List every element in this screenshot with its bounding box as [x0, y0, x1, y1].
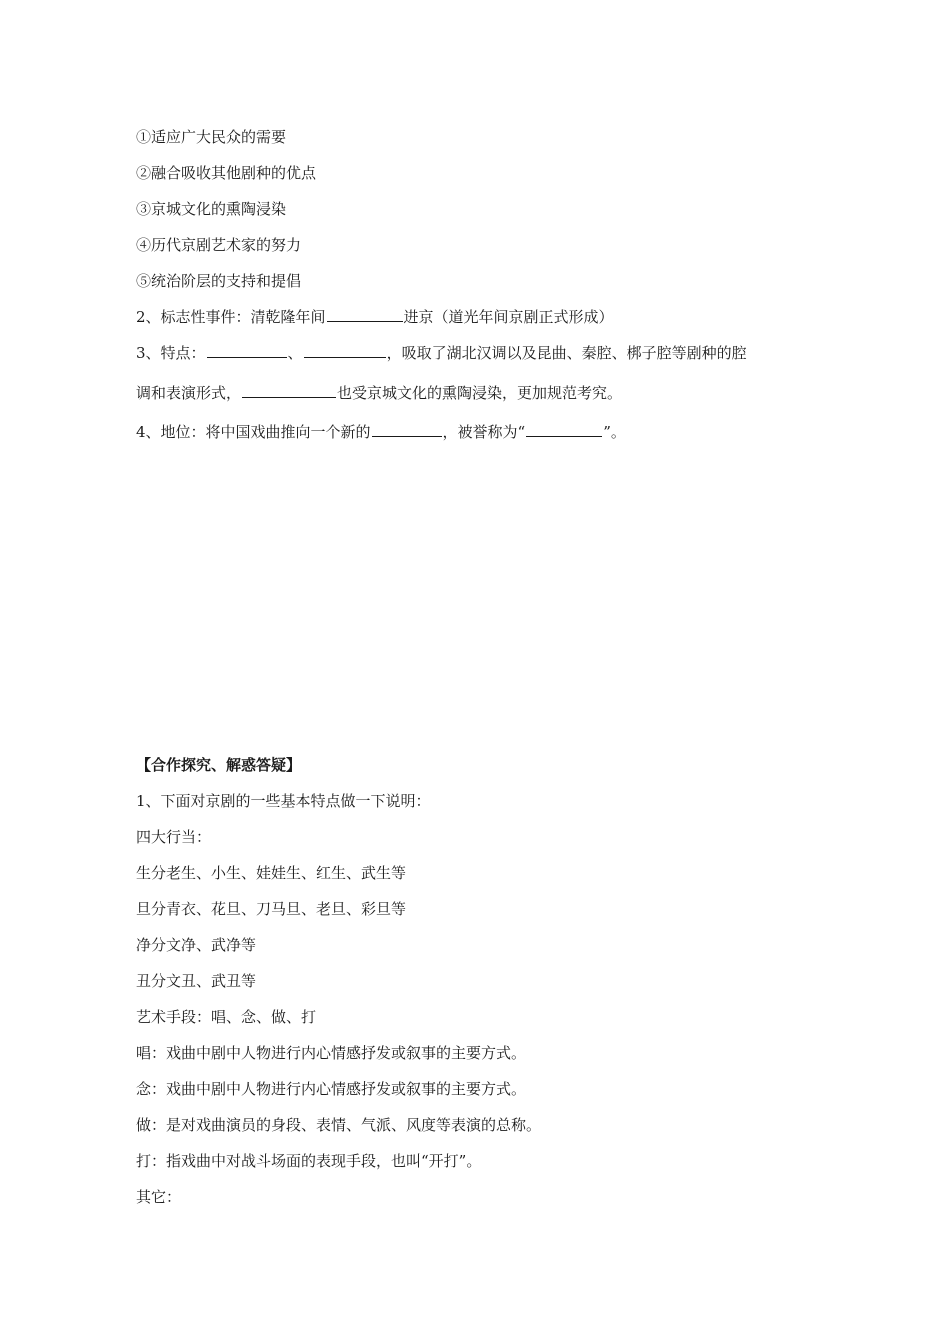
question-3-line2-prefix: 调和表演形式， — [136, 384, 242, 402]
section-line: 生分老生、小生、娃娃生、红生、武生等 — [136, 864, 407, 882]
question-2 — [136, 307, 614, 327]
reason-item: ①适应广大民众的需要 — [136, 128, 287, 146]
section-line: 艺术手段：唱、念、做、打 — [136, 1008, 317, 1026]
answer-blank[interactable] — [372, 422, 442, 437]
answer-blank[interactable] — [207, 343, 287, 358]
question-4-prefix: 4、地位：将中国戏曲推向一个新的 — [136, 423, 371, 441]
section-line: 唱：戏曲中剧中人物进行内心情感抒发或叙事的主要方式。 — [136, 1044, 527, 1062]
section-line: 旦分青衣、花旦、刀马旦、老旦、彩旦等 — [136, 900, 407, 918]
question-3-line2-suffix: 也受京城文化的熏陶浸染，更加规范考究。 — [337, 384, 623, 402]
reason-item: ⑤统治阶层的支持和提倡 — [136, 272, 302, 290]
section-line: 做：是对戏曲演员的身段、表情、气派、风度等表演的总称。 — [136, 1116, 542, 1134]
answer-blank[interactable] — [242, 383, 336, 398]
section-line: 1、下面对京剧的一些基本特点做一下说明： — [136, 792, 431, 810]
question-4 — [136, 422, 626, 442]
section-title: 【合作探究、解惑答疑】 — [136, 756, 302, 774]
section-line: 其它： — [136, 1188, 182, 1206]
answer-blank[interactable] — [526, 422, 602, 437]
reason-item: ②融合吸收其他剧种的优点 — [136, 164, 317, 182]
section-line: 净分文净、武净等 — [136, 936, 257, 954]
section-line: 丑分文丑、武丑等 — [136, 972, 257, 990]
question-2-prefix: 2、标志性事件：清乾隆年间 — [136, 308, 326, 326]
section-line: 四大行当： — [136, 828, 212, 846]
question-3-mid: ，吸取了湖北汉调以及昆曲、秦腔、梆子腔等剧种的腔 — [386, 344, 747, 362]
question-3-prefix: 3、特点： — [136, 344, 206, 362]
section-line: 打：指戏曲中对战斗场面的表现手段，也叫“开打”。 — [136, 1152, 482, 1170]
question-2-suffix: 进京（道光年间京剧正式形成） — [403, 308, 614, 326]
question-3-sep: 、 — [287, 344, 303, 362]
reason-item: ③京城文化的熏陶浸染 — [136, 200, 287, 218]
answer-blank[interactable] — [304, 343, 386, 358]
reason-item: ④历代京剧艺术家的努力 — [136, 236, 302, 254]
question-3-continued — [136, 383, 622, 403]
question-4-suffix: ”。 — [603, 423, 626, 441]
answer-blank[interactable] — [327, 307, 403, 322]
question-3 — [136, 343, 747, 363]
section-line: 念：戏曲中剧中人物进行内心情感抒发或叙事的主要方式。 — [136, 1080, 527, 1098]
question-4-mid: ，被誉称为“ — [442, 423, 526, 441]
